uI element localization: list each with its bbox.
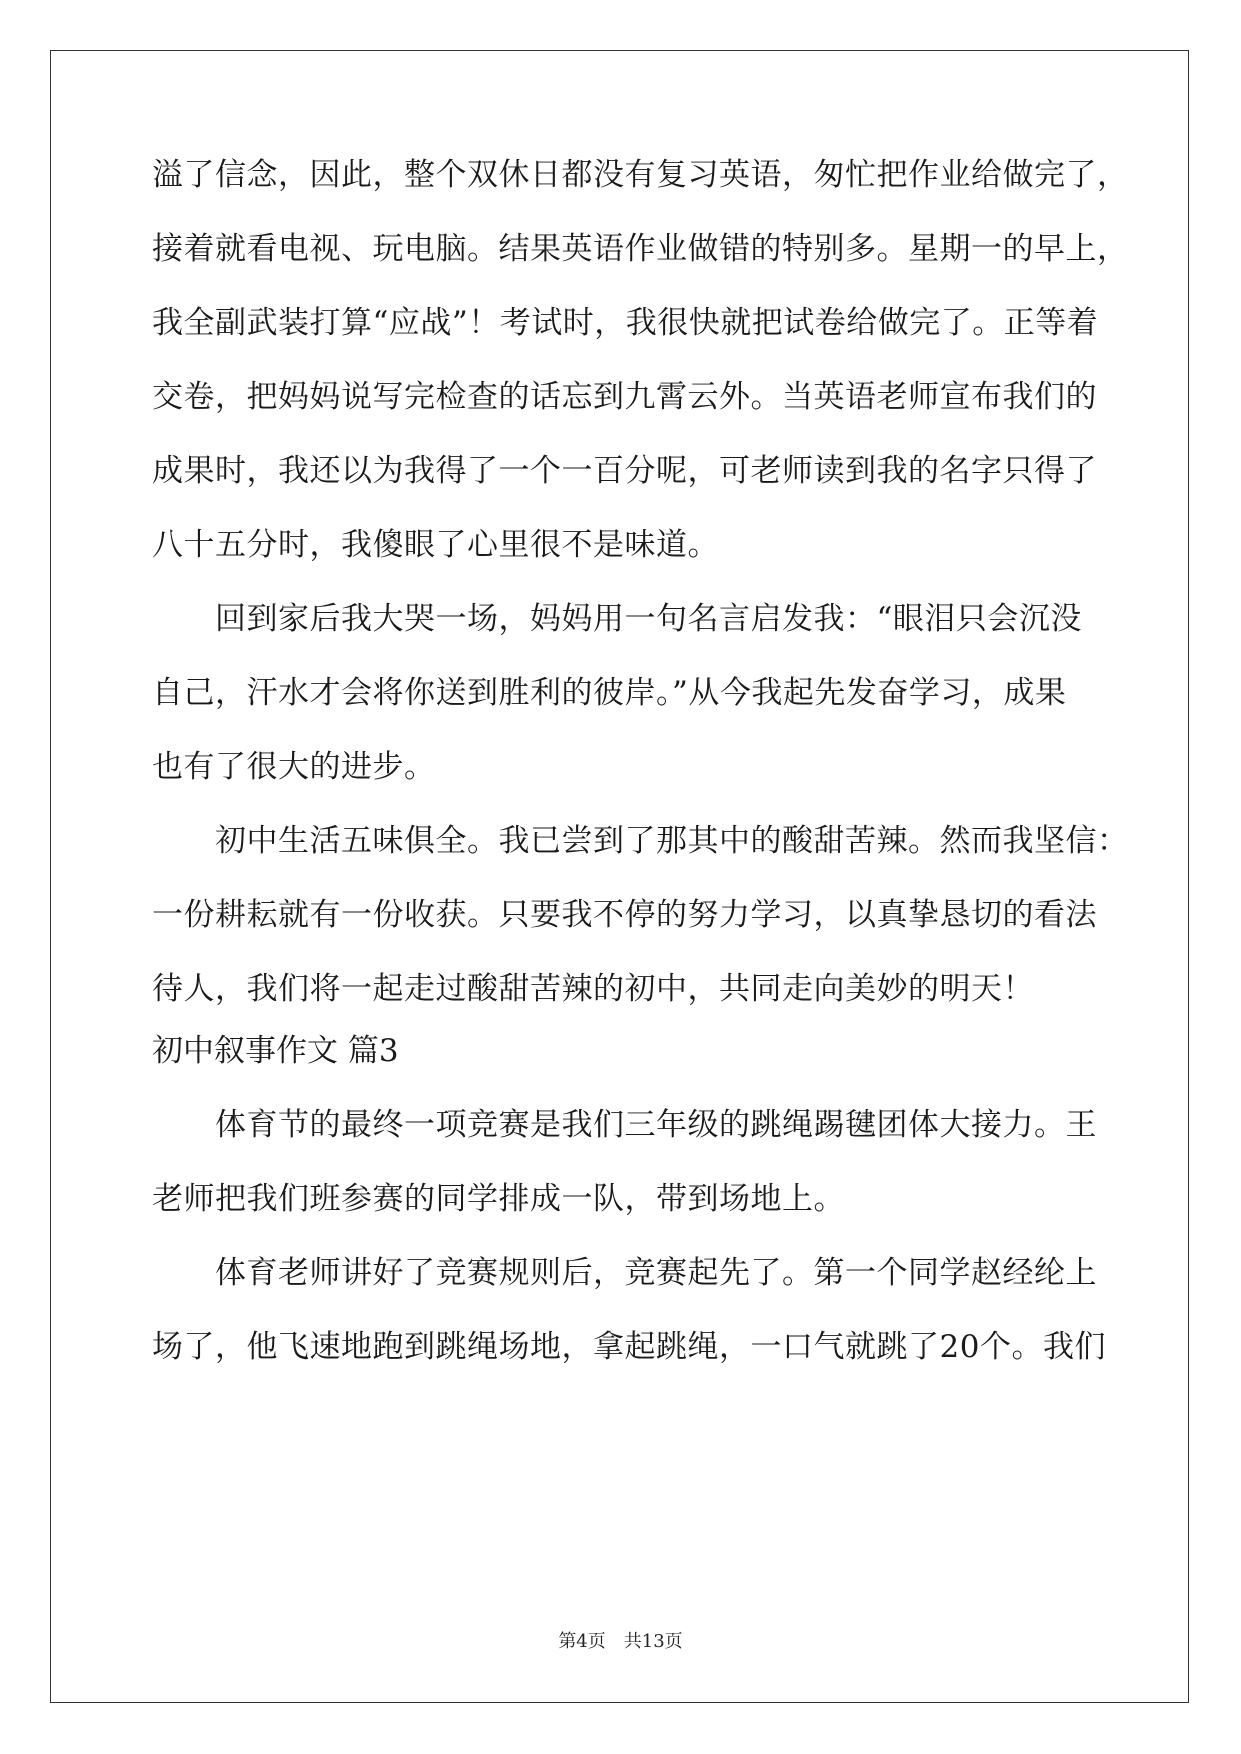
- text-line: 八十五分时，我傻眼了心里很不是味道。: [152, 527, 719, 563]
- text-line: 场了，他飞速地跑到跳绳场地，拿起跳绳，一口气就跳了20个。我们: [152, 1329, 1106, 1365]
- text-line: 也有了很大的进步。: [152, 749, 436, 785]
- page-border: [50, 50, 1189, 1703]
- page-total: 共13页: [623, 1631, 683, 1652]
- text-line: 交卷，把妈妈说写完检查的话忘到九霄云外。当英语老师宣布我们的: [152, 379, 1097, 415]
- text-line: 我全副武装打算“应战”！考试时，我很快就把试卷给做完了。正等着: [152, 305, 1099, 341]
- text-line: 一份耕耘就有一份收获。只要我不停的努力学习，以真挚恳切的看法: [152, 897, 1097, 933]
- page-number: 第4页: [558, 1631, 606, 1652]
- section-heading: 初中叙事作文 篇3: [152, 1033, 399, 1069]
- text-line: 体育老师讲好了竞赛规则后，竞赛起先了。第一个同学赵经纶上: [152, 1255, 1097, 1291]
- text-line: 回到家后我大哭一场，妈妈用一句名言启发我：“眼泪只会沉没: [152, 601, 1082, 637]
- text-line: 老师把我们班参赛的同学排成一队，带到场地上。: [152, 1181, 845, 1217]
- text-line: 成果时，我还以为我得了一个一百分呢，可老师读到我的名字只得了: [152, 453, 1097, 489]
- text-line: 待人，我们将一起走过酸甜苦辣的初中，共同走向美妙的明天！: [152, 971, 1034, 1007]
- page-footer: [0, 1627, 1241, 1653]
- text-line: 接着就看电视、玩电脑。结果英语作业做错的特别多。星期一的早上，: [152, 231, 1129, 267]
- text-line: 自己，汗水才会将你送到胜利的彼岸。”从今我起先发奋学习，成果: [152, 675, 1067, 711]
- text-line: 体育节的最终一项竞赛是我们三年级的跳绳踢毽团体大接力。王: [152, 1107, 1097, 1143]
- text-line: 初中生活五味俱全。我已尝到了那其中的酸甜苦辣。然而我坚信：: [152, 823, 1129, 859]
- text-line: 溢了信念，因此，整个双休日都没有复习英语，匆忙把作业给做完了，: [152, 157, 1129, 193]
